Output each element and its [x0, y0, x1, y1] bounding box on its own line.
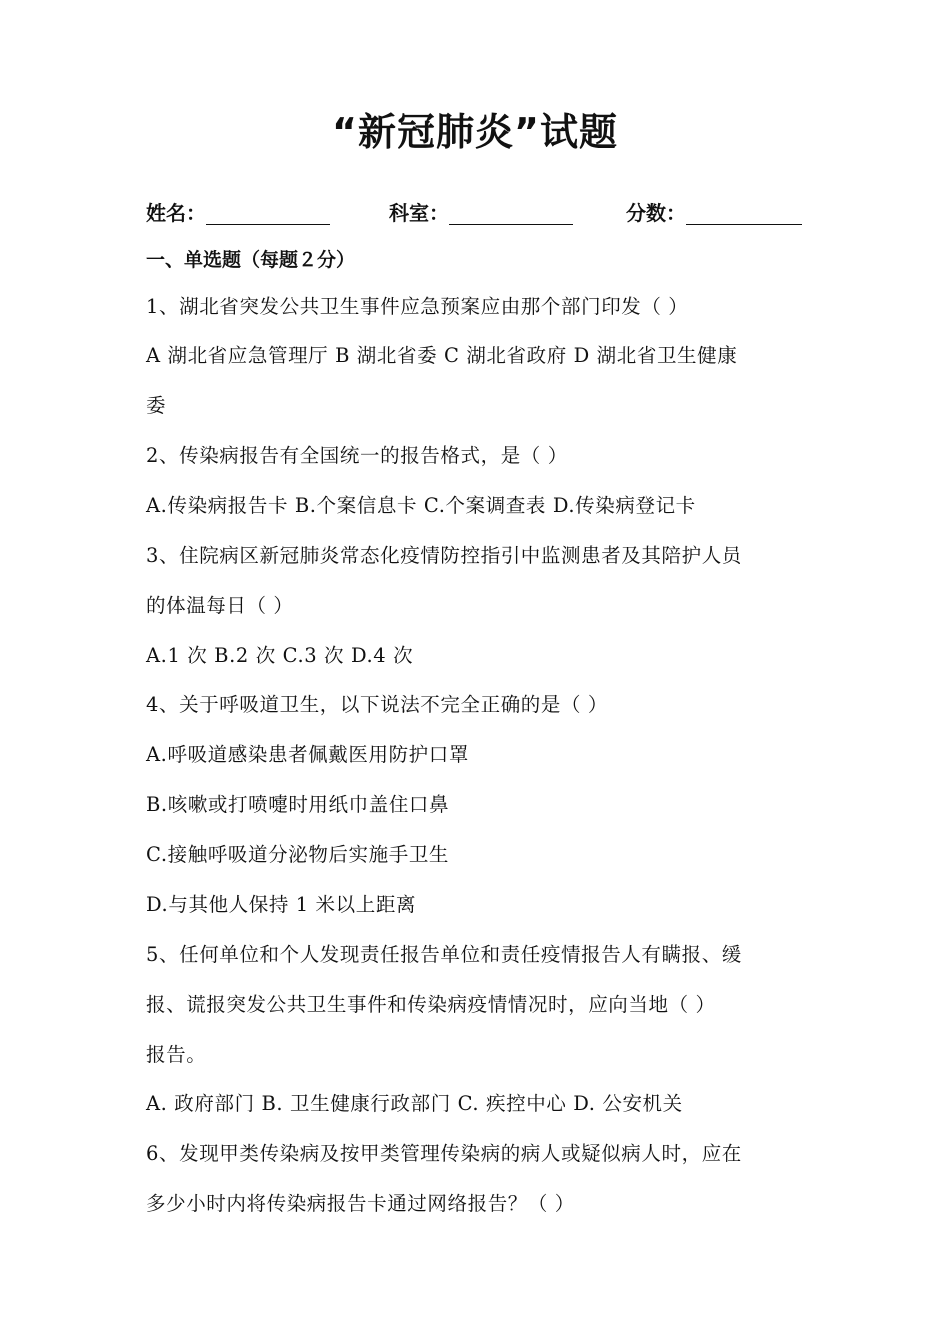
question-line: 2、传染病报告有全国统一的报告格式，是（ ）	[146, 444, 568, 467]
question-line: 4、关于呼吸道卫生，以下说法不完全正确的是（ ）	[146, 693, 609, 716]
question-line: 5、任何单位和个人发现责任报告单位和责任疫情报告人有瞒报、缓	[146, 943, 742, 966]
score-field	[626, 196, 802, 232]
question-line: A.传染病报告卡 B.个案信息卡 C.个案调查表 D.传染病登记卡	[146, 494, 696, 517]
page-title: “新冠肺炎”试题	[332, 110, 618, 154]
question-line: 3、住院病区新冠肺炎常态化疫情防控指引中监测患者及其陪护人员	[146, 544, 742, 567]
name-label: 姓名：	[146, 201, 206, 225]
question-line: 6、发现甲类传染病及按甲类管理传染病的病人或疑似病人时，应在	[146, 1142, 742, 1165]
question-line: 委	[146, 394, 167, 417]
department-field	[389, 196, 573, 232]
department-blank	[449, 196, 573, 225]
score-blank	[686, 196, 802, 225]
score-label: 分数：	[626, 201, 686, 225]
question-line: 报、谎报突发公共卫生事件和传染病疫情情况时，应向当地（ ）	[146, 993, 716, 1016]
name-blank	[206, 196, 330, 225]
header-fields	[146, 196, 808, 232]
question-line: A.呼吸道感染患者佩戴医用防护口罩	[146, 743, 469, 766]
question-line: A. 政府部门 B. 卫生健康行政部门 C. 疾控中心 D. 公安机关	[146, 1092, 683, 1115]
question-line: A.1 次 B.2 次 C.3 次 D.4 次	[146, 644, 414, 667]
question-line: C.接触呼吸道分泌物后实施手卫生	[146, 843, 450, 866]
question-line: D.与其他人保持 1 米以上距离	[146, 893, 417, 916]
name-field	[146, 196, 330, 232]
section-heading: 一、单选题（每题２分）	[146, 249, 356, 271]
department-label: 科室：	[389, 201, 449, 225]
question-line: 报告。	[146, 1043, 207, 1066]
question-line: A 湖北省应急管理厅 B 湖北省委 C 湖北省政府 D 湖北省卫生健康	[146, 344, 738, 367]
question-line: B.咳嗽或打喷嚏时用纸巾盖住口鼻	[146, 793, 450, 816]
question-line: 1、湖北省突发公共卫生事件应急预案应由那个部门印发（ ）	[146, 295, 689, 318]
question-line: 的体温每日（ ）	[146, 594, 294, 617]
question-line: 多少小时内将传染病报告卡通过网络报告？（ ）	[146, 1192, 575, 1215]
